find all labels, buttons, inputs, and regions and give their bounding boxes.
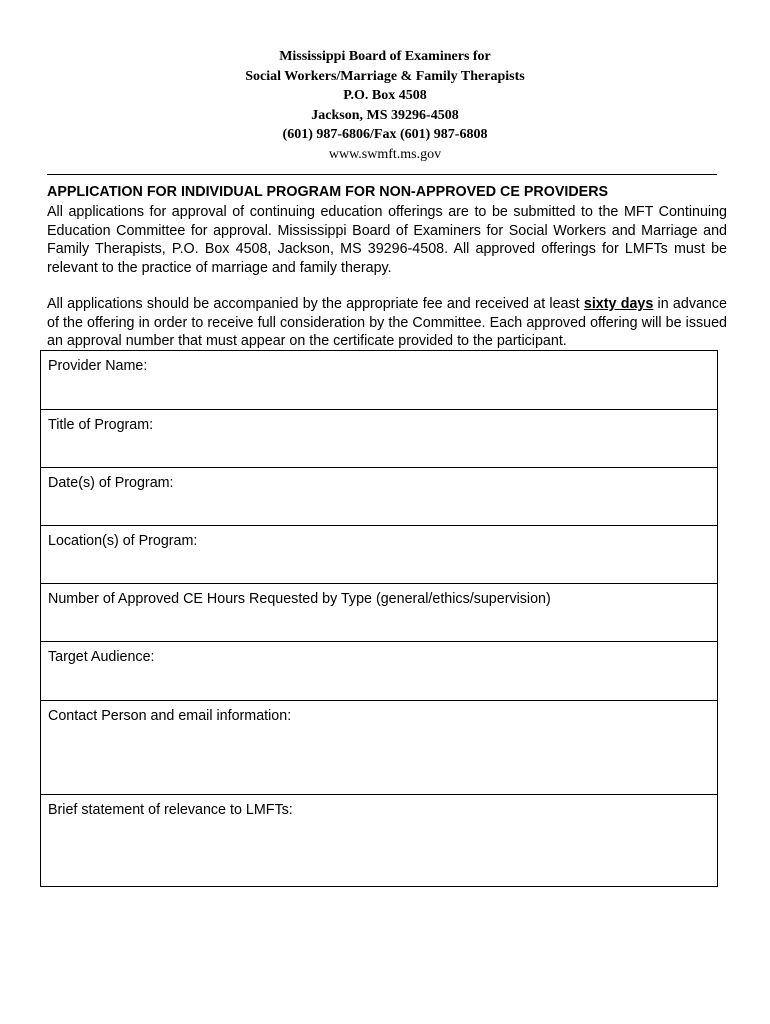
po-box-line: P.O. Box 4508 (343, 88, 427, 103)
relevance-statement-field[interactable] (41, 795, 717, 888)
contact-person-field[interactable] (41, 701, 717, 795)
application-form-table (40, 350, 718, 887)
program-dates-field[interactable] (41, 468, 717, 526)
city-line: Jackson, MS 39296-4508 (311, 107, 459, 123)
header-divider (47, 174, 717, 175)
sixty-days-emphasis: sixty days (583, 296, 654, 312)
board-subtitle-line: Social Workers/Marriage & Family Therapists (245, 68, 525, 84)
contact-person-label: Contact Person and email information: (48, 708, 292, 724)
program-title-field[interactable] (41, 410, 717, 468)
form-title: APPLICATION FOR INDIVIDUAL PROGRAM FOR NON-APPROVED CE PROVIDERS (47, 184, 609, 200)
provider-name-label: Provider Name: (48, 358, 148, 374)
relevance-statement-label: Brief statement of relevance to LMFTs: (48, 802, 293, 818)
letterhead (0, 47, 770, 164)
target-audience-label: Target Audience: (48, 649, 155, 665)
program-locations-label: Location(s) of Program: (48, 533, 198, 549)
program-title-label: Title of Program: (48, 417, 154, 433)
target-audience-field[interactable] (41, 642, 717, 701)
website-link[interactable]: www.swmft.ms.gov (328, 146, 442, 162)
ce-hours-label: Number of Approved CE Hours Requested by Type (general/ethics/supervision) (48, 591, 551, 607)
intro-paragraph-1: All applications for approval of continuing education offerings are to be submitted to the MFT Continuing Education Committee for approval. Mississippi Board of Examiners for Social Workers and Marriage and Family Therapists, P.O. Box 4508, Jackson, MS 39296-4508. All approved offerings for LMFTs must be relevant to the practice of marriage and family therapy. (47, 204, 727, 276)
board-name-line: Mississippi Board of Examiners for (279, 49, 491, 64)
program-locations-field[interactable] (41, 526, 717, 584)
phone-fax-line: (601) 987-6806/Fax (601) 987-6808 (282, 127, 488, 142)
intro-paragraph-2-end: in advance of the offering in order to receive full consideration by the Committee. Each approved offering will be issued an approval number that must appear on the certificate provided to the participant. (47, 296, 727, 349)
intro-paragraph-2 (47, 295, 727, 351)
intro-paragraph-2-start: All applications should be accompanied by the appropriate fee and received at least (47, 296, 580, 312)
provider-name-field[interactable] (41, 351, 717, 410)
ce-hours-field[interactable] (41, 584, 717, 642)
program-dates-label: Date(s) of Program: (48, 475, 174, 491)
